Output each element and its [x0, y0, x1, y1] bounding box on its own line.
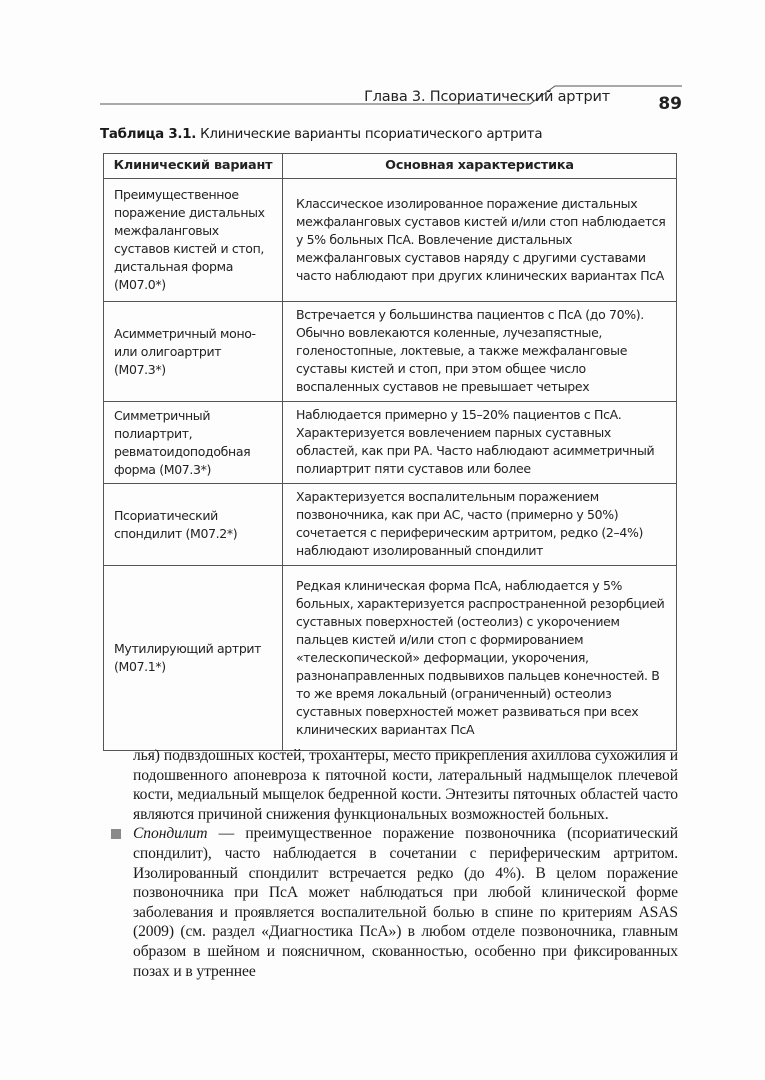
page-number: 89 [658, 94, 682, 114]
square-bullet-icon [111, 829, 121, 839]
column-header-description: Основная характеристика [283, 154, 677, 179]
variant-cell: Симметричный полиартрит, ревматоидоподобная форма (М07.3*) [104, 402, 283, 484]
body-text [133, 746, 678, 981]
table-caption-label: Таблица 3.1. [100, 127, 197, 142]
bullet-text: — преимущественное поражение позвоночника (псориатический спондилит), часто наблюдается в сочетании с периферическим артритом. Изолированный спондилит встречается редко (до 4%). В целом поражение позвоночника при ПсА может наблюдаться при любой клинической форме заболевания и проявляется воспалительной болью в спине по критериям ASAS (2009) (см. раздел «Диагностика ПсА») в любом отделе позвоночника, главным образом в шейном и поясничном, скованностью, особенно при фиксированных позах и в утреннее [133, 825, 678, 980]
chapter-title: Глава 3. Псориатический артрит [364, 89, 610, 105]
variant-cell: Псориатический спондилит (М07.2*) [104, 484, 283, 566]
table-row [104, 402, 677, 484]
table-header-row [104, 154, 677, 179]
description-cell: Редкая клиническая форма ПсА, наблюдается у 5% больных, характеризуется распространенной резорбцией суставных поверхностей (остеолиз) с укорочением пальцев кистей и/или стоп с формированием «телескопической» деформации, укорочения, разнонаправленных подвывихов пальцев конечностей. В то же время локальный (ограниченный) остеолиз суставных поверхностей может развиваться при всех клинических вариантах ПсА [283, 566, 677, 751]
continued-paragraph: лья) подвздошных костей, трохантеры, место прикрепления ахиллова сухожилия и подошвенного апоневроза к пяточной кости, латеральный надмыщелок плечевой кости, медиальный мыщелок бедренной кости. Энтезиты пяточных областей часто являются причиной снижения функциональных возможностей больных. [133, 747, 678, 823]
table-row [104, 302, 677, 402]
variant-cell: Мутилирующий артрит (М07.1*) [104, 566, 283, 751]
description-cell: Характеризуется воспалительным поражением позвоночника, как при АС, часто (примерно у 50%) сочетается с периферическим артритом, редко (2–4%) наблюдают изолированный спондилит [283, 484, 677, 566]
table-caption-text: Клинические варианты псориатического артрита [196, 127, 543, 142]
table-caption [100, 127, 542, 142]
bullet-item-spondylitis [133, 824, 678, 981]
variant-cell: Преимущественное поражение дистальных межфаланговых суставов кистей и стоп, дистальная форма (М07.0*) [104, 179, 283, 302]
variant-cell: Асимметричный моно- или олигоартрит (М07.3*) [104, 302, 283, 402]
bullet-term: Спондилит [133, 825, 208, 843]
table-row [104, 484, 677, 566]
column-header-variant: Клинический вариант [104, 154, 283, 179]
description-cell: Классическое изолированное поражение дистальных межфаланговых суставов кистей и/или стоп наблюдается у 5% больных ПсА. Вовлечение дистальных межфаланговых суставов наряду с другими суставами часто наблюдают при других клинических вариантах ПсА [283, 179, 677, 302]
clinical-variants-table [103, 153, 677, 751]
description-cell: Наблюдается примерно у 15–20% пациентов с ПсА. Характеризуется вовлечением парных суставных областей, как при РА. Часто наблюдают асимметричный полиартрит пяти суставов или более [283, 402, 677, 484]
description-cell: Встречается у большинства пациентов с ПсА (до 70%). Обычно вовлекаются коленные, лучезапястные, голеностопные, локтевые, а также межфаланговые суставы кистей и стоп, при этом общее число воспаленных суставов не превышает четырех [283, 302, 677, 402]
running-header [100, 84, 682, 124]
table-row [104, 179, 677, 302]
table-row [104, 566, 677, 751]
